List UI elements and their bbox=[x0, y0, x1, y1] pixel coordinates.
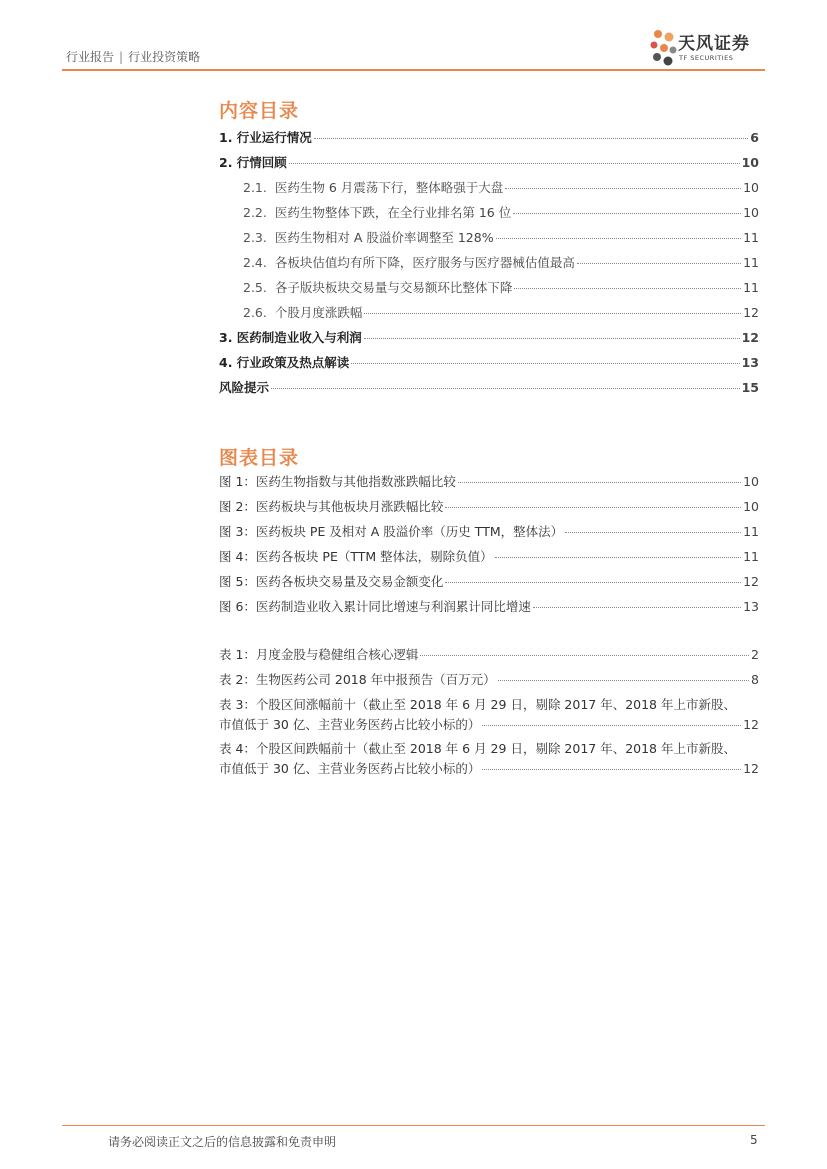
toc-entry[interactable] bbox=[219, 472, 759, 497]
dot-leader bbox=[482, 769, 741, 770]
report-category: 行业报告 bbox=[66, 50, 115, 64]
entry-page: 12 bbox=[741, 330, 759, 345]
dot-leader bbox=[271, 388, 740, 389]
report-subcategory: 行业投资策略 bbox=[128, 50, 201, 64]
toc-entry[interactable] bbox=[219, 203, 759, 228]
dot-leader bbox=[498, 680, 749, 681]
dot-leader bbox=[445, 507, 741, 508]
entry-number: 2.6. bbox=[243, 305, 267, 320]
dot-leader bbox=[513, 213, 741, 214]
entry-label: 图 4：医药各板块 PE（TTM 整体法，剔除负值） bbox=[219, 549, 493, 564]
entry-page: 11 bbox=[743, 524, 759, 539]
entry-label: 1. 行业运行情况 bbox=[219, 130, 312, 145]
entry-label: 3. 医药制造业收入与利润 bbox=[219, 330, 362, 345]
entry-label: 医药生物 6 月震荡下行，整体略强于大盘 bbox=[274, 180, 504, 195]
figures-title: 图表目录 bbox=[219, 447, 300, 469]
logo-flower-icon bbox=[648, 26, 678, 72]
toc-entry-multiline[interactable] bbox=[219, 739, 759, 779]
entry-label: 图 5：医药各板块交易量及交易金额变化 bbox=[219, 574, 444, 589]
entry-label: 图 6：医药制造业收入累计同比增速与利润累计同比增速 bbox=[219, 599, 531, 614]
toc-title: 内容目录 bbox=[219, 100, 300, 122]
entry-page: 10 bbox=[743, 499, 759, 514]
entry-page: 12 bbox=[743, 717, 759, 732]
dot-leader bbox=[482, 725, 741, 726]
entry-page: 11 bbox=[743, 255, 759, 270]
toc-entry[interactable] bbox=[219, 253, 759, 278]
toc-entry[interactable] bbox=[219, 278, 759, 303]
dot-leader bbox=[289, 163, 740, 164]
entry-label: 各子版块板块交易量与交易额环比整体下降 bbox=[274, 280, 513, 295]
dot-leader bbox=[351, 363, 739, 364]
entry-label: 图 3：医药板块 PE 及相对 A 股溢价率（历史 TTM，整体法） bbox=[219, 524, 564, 539]
entry-label: 医药生物相对 A 股溢价率调整至 128% bbox=[274, 230, 494, 245]
toc-entry-multiline[interactable] bbox=[219, 695, 759, 735]
logo-subtitle: TF SECURITIES bbox=[679, 54, 734, 62]
dot-leader bbox=[505, 188, 741, 189]
entry-page: 6 bbox=[750, 130, 759, 145]
logo-name: 天风证券 bbox=[678, 34, 750, 54]
toc-entry[interactable] bbox=[219, 497, 759, 522]
entry-label: 图 2：医药板块与其他板块月涨跌幅比较 bbox=[219, 499, 444, 514]
page-number: 5 bbox=[750, 1133, 758, 1147]
company-logo bbox=[648, 26, 768, 74]
entry-page: 11 bbox=[743, 549, 759, 564]
entry-label-line2: 市值低于 30 亿、主营业务医药占比较小标的） bbox=[219, 761, 481, 776]
toc-entry[interactable] bbox=[219, 228, 759, 253]
dot-leader bbox=[364, 313, 741, 314]
dot-leader bbox=[314, 138, 748, 139]
footer-disclaimer: 请务必阅读正文之后的信息披露和免责申明 bbox=[108, 1135, 337, 1149]
toc-entry[interactable] bbox=[219, 597, 759, 622]
entry-number: 2.5. bbox=[243, 280, 267, 295]
entry-label: 图 1：医药生物指数与其他指数涨跌幅比较 bbox=[219, 474, 456, 489]
entry-label-line2: 市值低于 30 亿、主营业务医药占比较小标的） bbox=[219, 717, 481, 732]
toc-entry[interactable] bbox=[219, 353, 759, 378]
entry-number: 2.2. bbox=[243, 205, 267, 220]
toc-entry[interactable] bbox=[219, 522, 759, 547]
report-header bbox=[66, 48, 200, 65]
dot-leader bbox=[495, 557, 741, 558]
entry-label: 各板块估值均有所下降，医疗服务与医疗器械估值最高 bbox=[274, 255, 575, 270]
entry-label: 2. 行情回顾 bbox=[219, 155, 287, 170]
tables-list bbox=[219, 645, 759, 783]
dot-leader bbox=[577, 263, 741, 264]
toc-entry[interactable] bbox=[219, 153, 759, 178]
entry-page: 8 bbox=[751, 672, 759, 687]
entry-number: 2.3. bbox=[243, 230, 267, 245]
header-separator: | bbox=[119, 50, 124, 64]
entry-page: 12 bbox=[743, 761, 759, 776]
entry-label-line1: 表 4：个股区间跌幅前十（截止至 2018 年 6 月 29 日，剔除 2017 年、2018 年上市新股、 bbox=[219, 741, 736, 756]
entry-page: 11 bbox=[743, 230, 759, 245]
dot-leader bbox=[458, 482, 741, 483]
toc-entry[interactable] bbox=[219, 303, 759, 328]
dot-leader bbox=[364, 338, 740, 339]
entry-page: 10 bbox=[741, 155, 759, 170]
entry-label: 医药生物整体下跌，在全行业排名第 16 位 bbox=[274, 205, 512, 220]
footer-divider bbox=[62, 1125, 765, 1126]
toc-entry[interactable] bbox=[219, 378, 759, 403]
entry-label: 风险提示 bbox=[219, 380, 270, 395]
dot-leader bbox=[445, 582, 741, 583]
entry-page: 12 bbox=[743, 574, 759, 589]
toc-entry[interactable] bbox=[219, 670, 759, 695]
entry-label: 表 2：生物医药公司 2018 年中报预告（百万元） bbox=[219, 672, 496, 687]
entry-page: 13 bbox=[741, 355, 759, 370]
entry-page: 11 bbox=[743, 280, 759, 295]
toc-entry[interactable] bbox=[219, 178, 759, 203]
entry-label: 4. 行业政策及热点解读 bbox=[219, 355, 350, 370]
entry-label-line1: 表 3：个股区间涨幅前十（截止至 2018 年 6 月 29 日，剔除 2017 年、2018 年上市新股、 bbox=[219, 697, 736, 712]
entry-label: 表 1：月度金股与稳健组合核心逻辑 bbox=[219, 647, 419, 662]
entry-page: 10 bbox=[743, 205, 759, 220]
dot-leader bbox=[420, 655, 749, 656]
entry-number: 2.4. bbox=[243, 255, 267, 270]
entry-page: 13 bbox=[743, 599, 759, 614]
entry-page: 12 bbox=[743, 305, 759, 320]
entry-label: 个股月度涨跌幅 bbox=[274, 305, 363, 320]
toc-entry[interactable] bbox=[219, 328, 759, 353]
toc-entry[interactable] bbox=[219, 645, 759, 670]
dot-leader bbox=[514, 288, 741, 289]
entry-number: 2.1. bbox=[243, 180, 267, 195]
entry-page: 10 bbox=[743, 180, 759, 195]
toc-entry[interactable] bbox=[219, 547, 759, 572]
dot-leader bbox=[533, 607, 741, 608]
toc-entry[interactable] bbox=[219, 572, 759, 597]
toc-list bbox=[219, 128, 759, 403]
toc-entry[interactable] bbox=[219, 128, 759, 153]
figures-list bbox=[219, 472, 759, 622]
dot-leader bbox=[496, 238, 742, 239]
entry-page: 2 bbox=[751, 647, 759, 662]
entry-page: 10 bbox=[743, 474, 759, 489]
entry-page: 15 bbox=[741, 380, 759, 395]
dot-leader bbox=[565, 532, 741, 533]
